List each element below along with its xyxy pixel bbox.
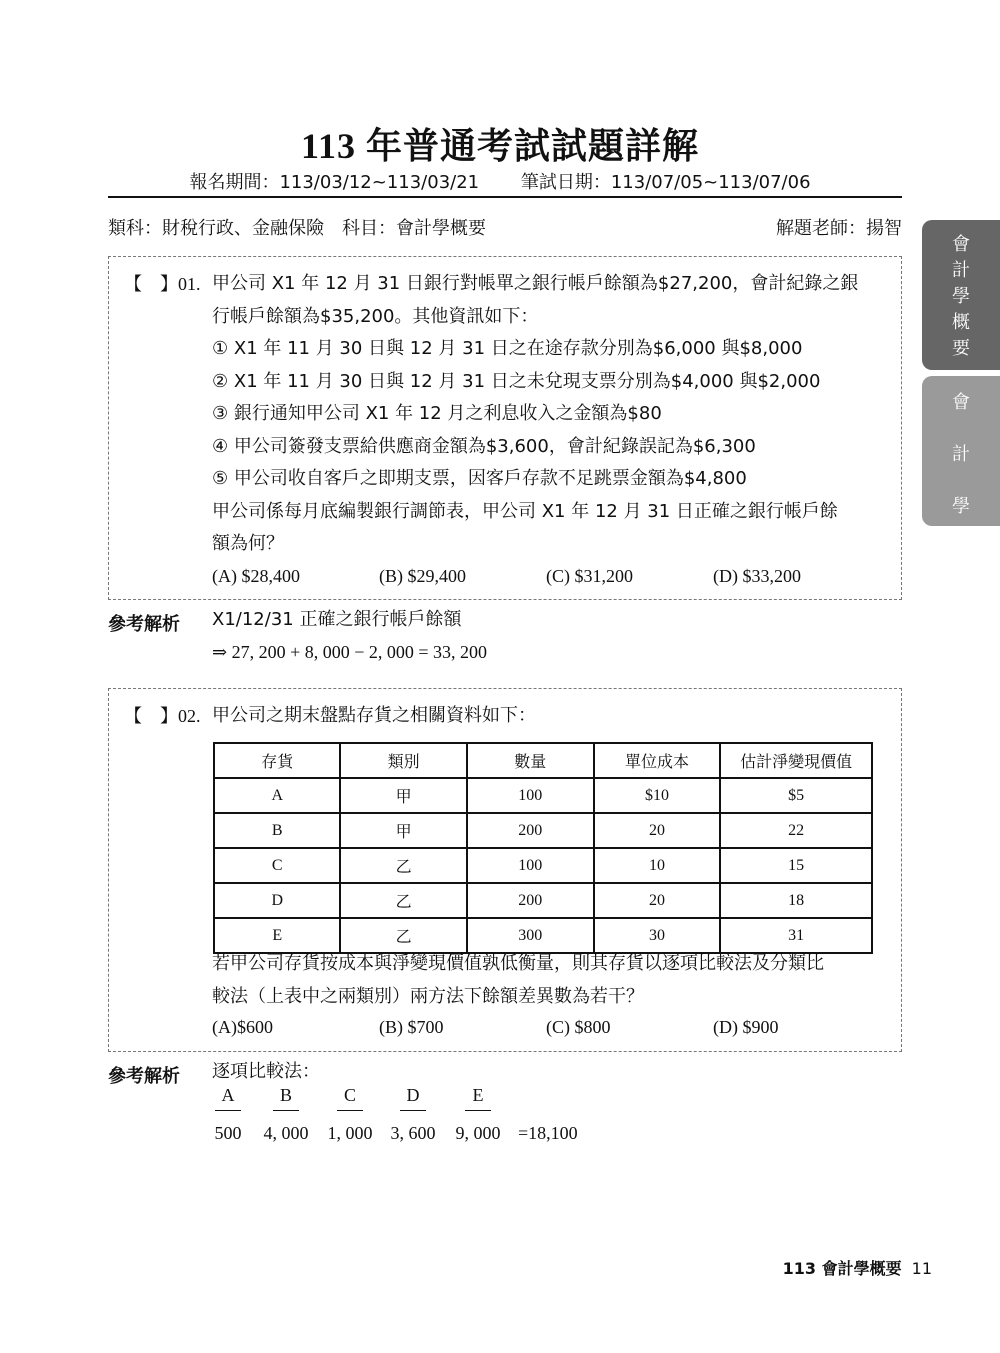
cell: 200 (467, 883, 594, 918)
exam-dates (0, 168, 1000, 194)
choice-c[interactable]: (C) $31,200 (546, 566, 633, 586)
q1-line: ② X1 年 11 月 30 日與 12 月 31 日之未兌現支票分別為$4,000 與$2,000 (212, 370, 821, 392)
cell: 乙 (340, 883, 466, 918)
q1-line: ① X1 年 11 月 30 日與 12 月 31 日之在途存款分別為$6,000 與$8,000 (212, 338, 803, 359)
side-tab-accounting[interactable] (922, 376, 1000, 526)
tab-char: 會 (952, 392, 970, 413)
answer-bracket: 【 】 (124, 706, 178, 726)
question-2-number (124, 700, 201, 733)
comp-head: B (273, 1085, 299, 1111)
cell: 30 (594, 918, 721, 953)
q2-line: 較法（上表中之兩類別）兩方法下餘額差異數為若干？ (212, 985, 644, 1007)
a1-line: X1/12/31 正確之銀行帳戶餘額 (212, 609, 462, 630)
q1-line: 行帳戶餘額為$35,200。其他資訊如下： (212, 305, 539, 327)
col-header: 存貨 (214, 743, 340, 778)
tab-char: 概 (952, 312, 970, 333)
comp-val: 9, 000 (455, 1123, 501, 1143)
question-1-number (124, 268, 201, 301)
comp-head: A (215, 1085, 241, 1111)
tab-char: 學 (952, 286, 970, 307)
question-2-intro: 甲公司之期末盤點存貨之相關資料如下： (212, 705, 536, 726)
question-2-text (212, 948, 824, 1013)
comp-val: 3, 600 (390, 1123, 436, 1143)
tab-char: 計 (952, 444, 970, 465)
comp-col-a (198, 1085, 258, 1144)
cell: 18 (720, 883, 872, 918)
exam-date: 筆試日期：113/07/05~113/07/06 (520, 172, 811, 193)
question-1-text (212, 268, 858, 561)
cell: 100 (467, 778, 594, 813)
answer-2-intro: 逐項比較法： (212, 1061, 320, 1082)
header-rule (108, 196, 902, 198)
cell: C (214, 848, 340, 883)
side-tab-accounting-summary[interactable] (922, 220, 1000, 370)
comp-val: 500 (214, 1123, 242, 1143)
cell: 20 (594, 883, 721, 918)
choice-c[interactable]: (C) $800 (546, 1017, 611, 1037)
meta-row (108, 214, 902, 240)
comp-head: E (465, 1085, 491, 1111)
inventory-table (213, 742, 873, 954)
cell: 10 (594, 848, 721, 883)
choice-b[interactable]: (B) $29,400 (379, 566, 466, 586)
cell: 乙 (340, 848, 466, 883)
cell: E (214, 918, 340, 953)
registration-period: 報名期間：113/03/12~113/03/21 (189, 172, 480, 193)
col-header: 類別 (340, 743, 466, 778)
q2-line: 若甲公司存貨按成本與淨變現價值孰低衡量，則其存貨以逐項比較法及分類比 (212, 953, 824, 974)
footer-subject: 113 會計學概要 (782, 1259, 902, 1278)
a1-formula: ⇒ 27, 200 + 8, 000 − 2, 000 = 33, 200 (212, 642, 488, 662)
table-row (214, 778, 872, 813)
cell: 300 (467, 918, 594, 953)
choice-a[interactable]: (A)$600 (212, 1017, 273, 1037)
cell: 100 (467, 848, 594, 883)
q1-line: ③ 銀行通知甲公司 X1 年 12 月之利息收入之金額為$80 (212, 403, 662, 424)
q1-line: ⑤ 甲公司收自客戶之即期支票，因客戶存款不足跳票金額為$4,800 (212, 468, 747, 489)
teacher: 解題老師：揚智 (776, 218, 902, 239)
cell: 20 (594, 813, 721, 848)
cell: $10 (594, 778, 721, 813)
table-row (214, 883, 872, 918)
choice-b[interactable]: (B) $700 (379, 1017, 444, 1037)
comp-col-d (383, 1085, 443, 1144)
cell: $5 (720, 778, 872, 813)
tab-char: 計 (952, 260, 970, 281)
page-footer (783, 1256, 932, 1279)
question-number: 01. (178, 274, 201, 294)
tab-char: 學 (952, 496, 970, 517)
choice-d[interactable]: (D) $900 (713, 1017, 779, 1037)
question-number: 02. (178, 706, 201, 726)
q1-line: 甲公司 X1 年 12 月 31 日銀行對帳單之銀行帳戶餘額為$27,200，會計紀錄之銀 (212, 273, 859, 294)
comp-col-c (320, 1085, 380, 1144)
q1-line: 甲公司係每月底編製銀行調節表，甲公司 X1 年 12 月 31 日正確之銀行帳戶餘 (212, 500, 838, 522)
category-subject: 類科：財稅行政、金融保險 科目：會計學概要 (108, 218, 486, 239)
q1-line: 額為何？ (212, 533, 284, 554)
answer-1-label: 參考解析 (108, 614, 180, 635)
cell: 31 (720, 918, 872, 953)
answer-1-text (212, 604, 487, 668)
table-row (214, 848, 872, 883)
answer-2-label: 參考解析 (108, 1066, 180, 1087)
cell: 22 (720, 813, 872, 848)
cell: A (214, 778, 340, 813)
cell: 甲 (340, 778, 466, 813)
choice-a[interactable]: (A) $28,400 (212, 566, 300, 586)
answer-bracket: 【 】 (124, 274, 178, 294)
comp-col-e (448, 1085, 508, 1144)
q1-line: ④ 甲公司簽發支票給供應商金額為$3,600，會計紀錄誤記為$6,300 (212, 435, 756, 457)
col-header: 單位成本 (594, 743, 721, 778)
tab-char: 要 (952, 338, 970, 359)
comp-val: 1, 000 (327, 1123, 373, 1143)
page-number: 11 (911, 1259, 932, 1278)
comp-head: D (400, 1085, 426, 1111)
cell: 200 (467, 813, 594, 848)
cell: D (214, 883, 340, 918)
comp-col-b (256, 1085, 316, 1144)
table-row (214, 813, 872, 848)
comp-val: 4, 000 (263, 1123, 309, 1143)
cell: 甲 (340, 813, 466, 848)
comp-head: C (337, 1085, 363, 1111)
choice-d[interactable]: (D) $33,200 (713, 566, 801, 586)
tab-char: 會 (952, 234, 970, 255)
cell: 15 (720, 848, 872, 883)
cell: 乙 (340, 918, 466, 953)
comp-total: =18,100 (518, 1123, 578, 1143)
cell: B (214, 813, 340, 848)
page-title: 113 年普通考試試題詳解 (300, 126, 699, 166)
col-header: 數量 (467, 743, 594, 778)
table-header-row (214, 743, 872, 778)
col-header: 估計淨變現價值 (720, 743, 872, 778)
